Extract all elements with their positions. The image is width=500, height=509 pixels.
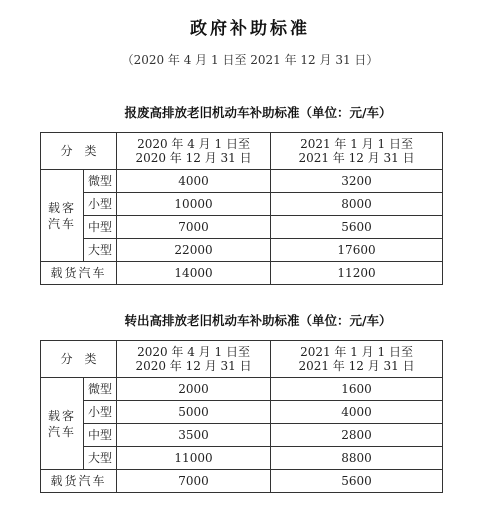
amount-2020-cell: 5000 — [117, 401, 271, 424]
truck-label-cell: 载货汽车 — [41, 262, 117, 285]
amount-2021-cell: 1600 — [271, 378, 443, 401]
truck-label-cell: 载货汽车 — [41, 470, 117, 493]
amount-2021-cell: 5600 — [271, 470, 443, 493]
group-label-line2: 汽车 — [47, 216, 76, 231]
amount-2021-cell: 11200 — [271, 262, 443, 285]
table-row — [41, 470, 443, 493]
table-row — [41, 193, 443, 216]
period-2020-start: 2020 年 4 月 1 日至 — [137, 137, 250, 151]
transfer-subsidy-table — [40, 340, 443, 493]
vehicle-type-cell: 中型 — [84, 424, 117, 447]
period-2021-start: 2021 年 1 月 1 日至 — [300, 137, 413, 151]
page-subtitle: （2020 年 4 月 1 日至 2021 年 12 月 31 日） — [121, 53, 379, 67]
period-2020-end: 2020 年 12 月 31 日 — [135, 151, 252, 165]
table-row — [41, 239, 443, 262]
amount-2020-cell: 10000 — [117, 193, 271, 216]
table-row — [41, 216, 443, 239]
period-2020-header — [117, 341, 271, 378]
amount-2020-cell: 22000 — [117, 239, 271, 262]
vehicle-type-cell: 小型 — [84, 401, 117, 424]
amount-2020-cell: 2000 — [117, 378, 271, 401]
vehicle-type-cell: 大型 — [84, 239, 117, 262]
amount-2021-cell: 17600 — [271, 239, 443, 262]
table-row — [41, 170, 443, 193]
table-row — [41, 447, 443, 470]
amount-2021-cell: 5600 — [271, 216, 443, 239]
group-label-line1: 载客 — [47, 408, 76, 423]
amount-2020-cell: 7000 — [117, 470, 271, 493]
vehicle-type-cell: 微型 — [84, 378, 117, 401]
scrap-table-heading: 报废高排放老旧机动车补助标准（单位：元/车） — [124, 105, 392, 120]
amount-2020-cell: 11000 — [117, 447, 271, 470]
period-2021-header — [271, 133, 443, 170]
table-row — [41, 401, 443, 424]
period-2020-start: 2020 年 4 月 1 日至 — [137, 345, 250, 359]
table-header-row — [41, 133, 443, 170]
page-title: 政府补助标准 — [190, 19, 310, 39]
vehicle-type-cell: 中型 — [84, 216, 117, 239]
amount-2020-cell: 14000 — [117, 262, 271, 285]
vehicle-type-cell: 大型 — [84, 447, 117, 470]
period-2021-header — [271, 341, 443, 378]
amount-2021-cell: 3200 — [271, 170, 443, 193]
amount-2020-cell: 4000 — [117, 170, 271, 193]
amount-2021-cell: 2800 — [271, 424, 443, 447]
amount-2021-cell: 4000 — [271, 401, 443, 424]
amount-2021-cell: 8800 — [271, 447, 443, 470]
period-2020-header — [117, 133, 271, 170]
transfer-table-heading: 转出高排放老旧机动车补助标准（单位：元/车） — [124, 313, 392, 328]
table-row — [41, 424, 443, 447]
group-label-line1: 载客 — [47, 200, 76, 215]
category-header: 分 类 — [41, 341, 117, 378]
period-2021-start: 2021 年 1 月 1 日至 — [300, 345, 413, 359]
period-2021-end: 2021 年 12 月 31 日 — [298, 151, 415, 165]
table-header-row — [41, 341, 443, 378]
scrap-subsidy-table — [40, 132, 443, 285]
vehicle-type-cell: 小型 — [84, 193, 117, 216]
passenger-car-group — [41, 170, 84, 262]
amount-2020-cell: 3500 — [117, 424, 271, 447]
category-header: 分 类 — [41, 133, 117, 170]
amount-2020-cell: 7000 — [117, 216, 271, 239]
table-row — [41, 378, 443, 401]
period-2021-end: 2021 年 12 月 31 日 — [298, 359, 415, 373]
group-label-line2: 汽车 — [47, 424, 76, 439]
period-2020-end: 2020 年 12 月 31 日 — [135, 359, 252, 373]
amount-2021-cell: 8000 — [271, 193, 443, 216]
passenger-car-group — [41, 378, 84, 470]
table-row — [41, 262, 443, 285]
vehicle-type-cell: 微型 — [84, 170, 117, 193]
